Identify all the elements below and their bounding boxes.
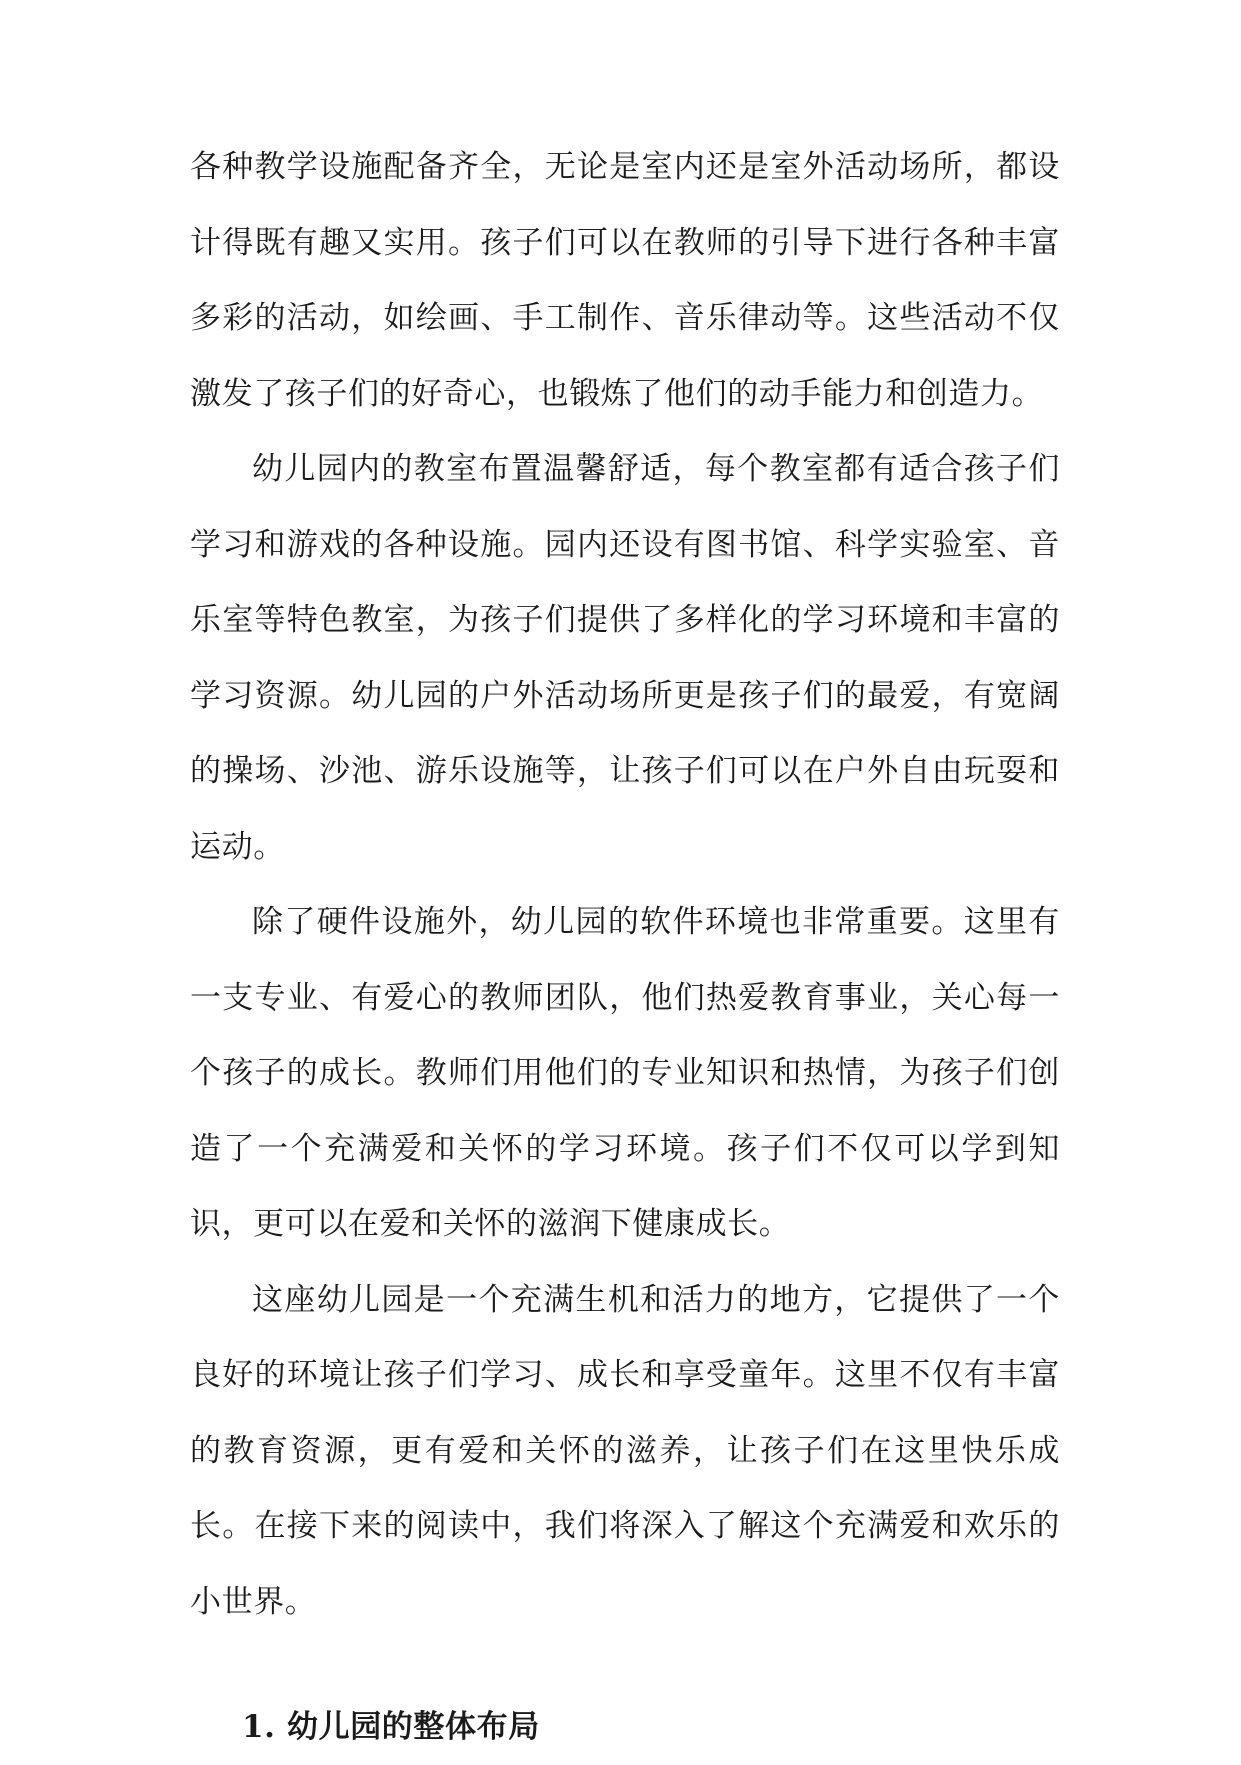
section-number: 1.	[242, 1709, 276, 1745]
document-body	[190, 130, 1060, 1765]
paragraph-1: 各种教学设施配备齐全，无论是室内还是室外活动场所，都设计得既有趣又实用。孩子们可以在教师的引导下进行各种丰富多彩的活动，如绘画、手工制作、音乐律动等。这些活动不仅激发了孩子们的好奇心，也锻炼了他们的动手能力和创造力。	[190, 149, 1060, 412]
section-title: 幼儿园的整体布局	[287, 1709, 540, 1745]
paragraph-4: 这座幼儿园是一个充满生机和活力的地方，它提供了一个良好的环境让孩子们学习、成长和享受童年。这里不仅有丰富的教育资源，更有爱和关怀的滋养，让孩子们在这里快乐成长。在接下来的阅读中，我们将深入了解这个充满爱和欢乐的小世界。	[190, 1281, 1060, 1620]
paragraph-3: 除了硬件设施外，幼儿园的软件环境也非常重要。这里有一支专业、有爱心的教师团队，他们热爱教育事业，关心每一个孩子的成长。教师们用他们的专业知识和热情，为孩子们创造了一个充满爱和关怀的学习环境。孩子们不仅可以学到知识，更可以在爱和关怀的滋润下健康成长。	[190, 904, 1060, 1242]
paragraph-2: 幼儿园内的教室布置温馨舒适，每个教室都有适合孩子们学习和游戏的各种设施。园内还设有图书馆、科学实验室、音乐室等特色教室，为孩子们提供了多样化的学习环境和丰富的学习资源。幼儿园的户外活动场所更是孩子们的最爱，有宽阔的操场、沙池、游乐设施等，让孩子们可以在户外自由玩耍和运动。	[190, 451, 1060, 865]
